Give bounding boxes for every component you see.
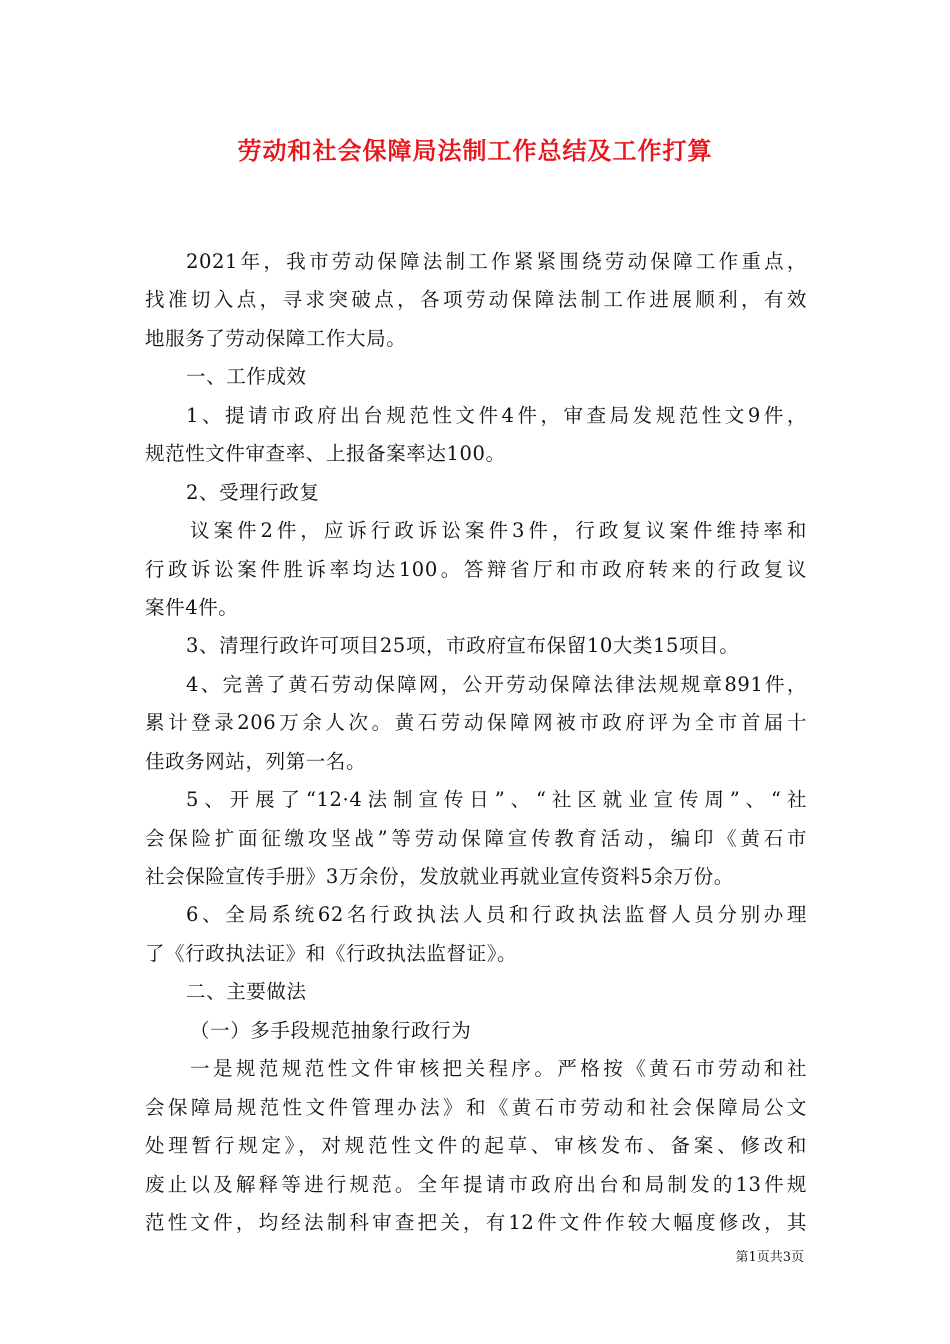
text-line: 处理暂行规定》，对规范性文件的起草、审核发布、备案、修改和 [145,1134,807,1158]
text-line: 范性文件，均经法制科审查把关，有12件文件作较大幅度修改，其 [145,1210,807,1234]
page-number: 第1页共3页 [735,1250,804,1265]
text-line: 4、完善了黄石劳动保障网，公开劳动保障法律法规规章891件， [186,672,807,696]
text-line: 佳政务网站，列第一名。 [145,749,367,773]
subsection-heading: （一）多手段规范抽象行政行为 [190,1018,472,1042]
text-line: 会保障局规范性文件管理办法》和《黄石市劳动和社会保障局公文 [145,1095,807,1119]
text-line: 规范性文件审查率、上报备案率达100。 [145,442,506,466]
text-line: 6、全局系统62名行政执法人员和行政执法监督人员分别办理 [186,903,807,927]
text-line: 一是规范规范性文件审核把关程序。严格按《黄石市劳动和社 [190,1057,807,1081]
text-line: 累计登录206万余人次。黄石劳动保障网被市政府评为全市首届十 [145,711,807,735]
document-body [145,243,807,1242]
text-line: 行政诉讼案件胜诉率均达100。答辩省厅和市政府转来的行政复议 [145,557,807,581]
text-line: 废止以及解释等进行规范。全年提请市政府出台和局制发的13件规 [145,1172,807,1196]
text-line: 找准切入点，寻求突破点，各项劳动保障法制工作进展顺利，有效 [145,288,807,312]
text-line: 5、开展了“12·4法制宣传日”、“社区就业宣传周”、“社 [186,788,807,812]
text-line: 了《行政执法证》和《行政执法监督证》。 [145,941,518,965]
text-line: 地服务了劳动保障工作大局。 [145,326,407,350]
text-line: 2、受理行政复 [186,480,320,504]
text-line: 案件4件。 [145,595,239,619]
text-line: 议案件2件，应诉行政诉讼案件3件，行政复议案件维持率和 [190,519,807,543]
text-line: 1、提请市政府出台规范性文件4件，审查局发规范性文9件， [186,403,807,427]
text-line: 社会保险宣传手册》3万余份，发放就业再就业宣传资料5余万份。 [145,865,734,888]
section-heading: 一、工作成效 [186,365,307,389]
text-line: 会保险扩面征缴攻坚战”等劳动保障宣传教育活动，编印《黄石市 [145,826,807,850]
page-title: 劳动和社会保障局法制工作总结及工作打算 [237,136,713,165]
section-heading: 二、主要做法 [186,980,307,1004]
text-line: 3、清理行政许可项目25项，市政府宣布保留10大类15项目。 [186,634,740,658]
text-line: 2021年，我市劳动保障法制工作紧紧围绕劳动保障工作重点， [186,250,807,273]
